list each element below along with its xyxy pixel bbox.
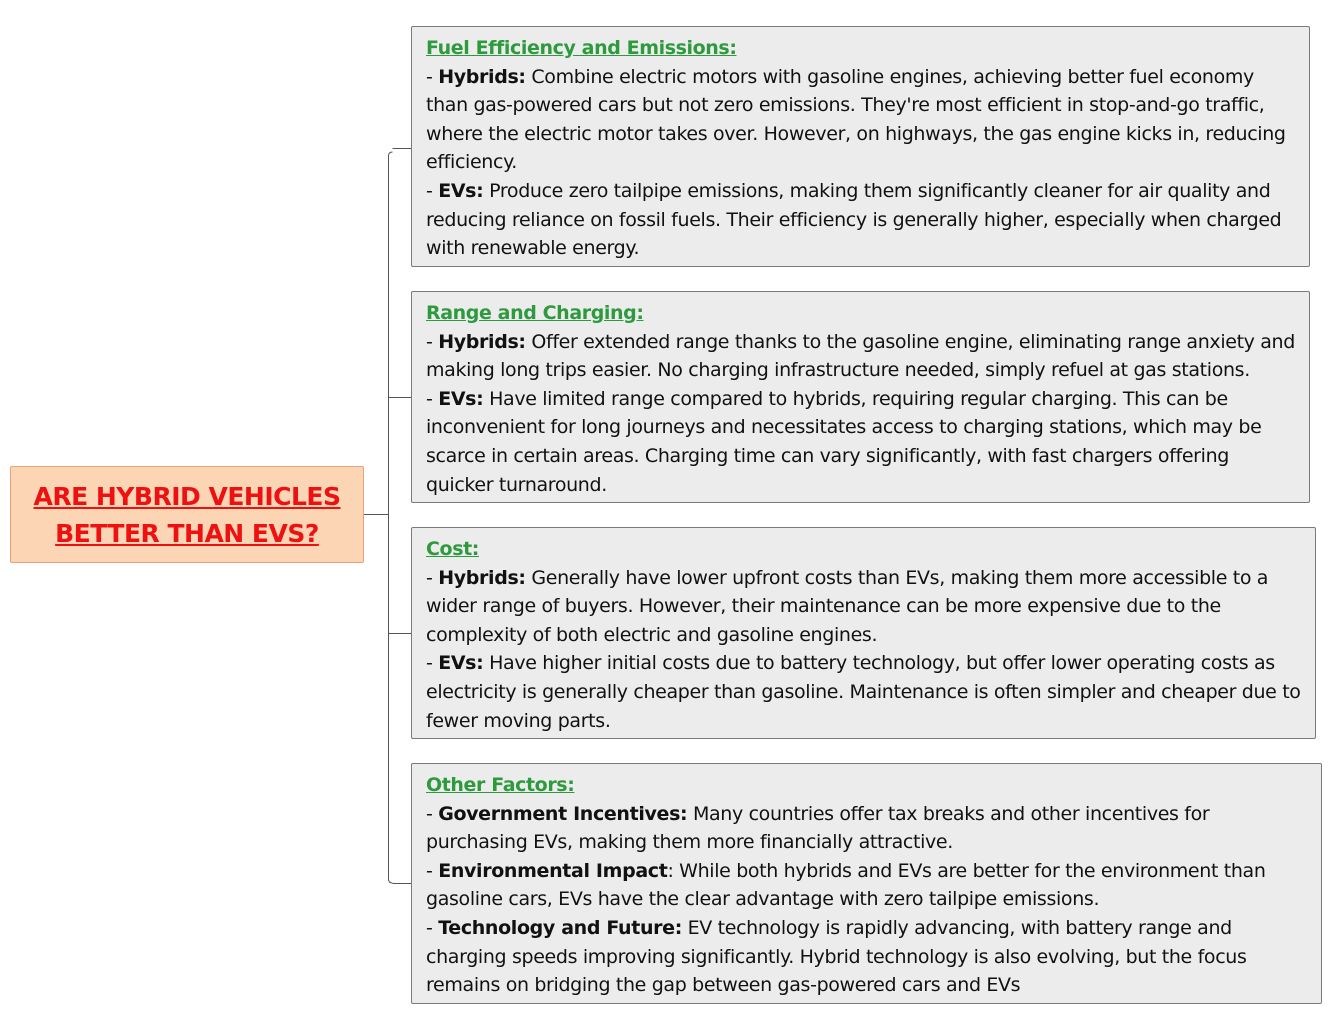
- topic-heading: Cost:: [426, 538, 479, 560]
- item-text: Generally have lower upfront costs than EVs, making them more accessible to a wider range of buyers. However, their maintenance can be more expensive due to the complexity of both electric and gasoline engines.: [426, 566, 1269, 646]
- item-label: EVs:: [438, 652, 484, 675]
- topic-item: - Hybrids: Generally have lower upfront costs than EVs, making them more accessible to a wider range of buyers. However, their maintenance can be more expensive due to the complexity of both electric and gasoline engines.: [426, 566, 1269, 646]
- item-text: Produce zero tailpipe emissions, making them significantly cleaner for air quality and reducing reliance on fossil fuels. Their efficiency is generally higher, especially when charged with renewable energy.: [426, 179, 1282, 260]
- topic-fuel-efficiency[interactable]: [411, 26, 1310, 267]
- topic-other-factors[interactable]: [411, 763, 1322, 1004]
- item-label: Hybrids:: [438, 65, 526, 88]
- topic-item: - Hybrids: Offer extended range thanks to the gasoline engine, eliminating range anxiety and making long trips easier. No charging infrastructure needed, simply refuel at gas stations.: [426, 330, 1295, 382]
- item-text: Combine electric motors with gasoline engines, achieving better fuel economy than gas-powered cars but not zero emissions. They're most efficient in stop-and-go traffic, where the electric motor takes over. However, on highways, the gas engine kicks in, reducing efficiency.: [426, 65, 1286, 174]
- item-text: : While both hybrids and EVs are better for the environment than gasoline cars, EVs have the clear advantage with zero tailpipe emissions.: [426, 859, 1266, 911]
- item-label: Technology and Future:: [438, 916, 682, 939]
- topic-item: - EVs: Produce zero tailpipe emissions, making them significantly cleaner for air quality and reducing reliance on fossil fuels. Their efficiency is generally higher, especially when charged with renewable energy.: [426, 179, 1282, 260]
- topic-item: - Government Incentives: Many countries offer tax breaks and other incentives for purchasing EVs, making them more financially attractive.: [426, 802, 1210, 854]
- topic-item: - EVs: Have higher initial costs due to battery technology, but offer lower operating costs as electricity is generally cheaper than gasoline. Maintenance is often simpler and cheaper due to fewer moving parts.: [426, 652, 1301, 732]
- root-title: ARE HYBRID VEHICLES BETTER THAN EVS?: [33, 481, 341, 548]
- item-text: Have higher initial costs due to battery technology, but offer lower operating costs as electricity is generally cheaper than gasoline. Maintenance is often simpler and cheaper due to fewer moving parts.: [426, 652, 1301, 732]
- topic-item: - Hybrids: Combine electric motors with gasoline engines, achieving better fuel economy than gas-powered cars but not zero emissions. They're most efficient in stop-and-go traffic, where the electric motor takes over. However, on highways, the gas engine kicks in, reducing efficiency.: [426, 65, 1286, 174]
- topic-cost[interactable]: [411, 527, 1316, 739]
- item-text: Have limited range compared to hybrids, requiring regular charging. This can be inconvenient for long journeys and necessitates access to charging stations, which may be scarce in certain areas. Charging time can vary significantly, with fast chargers offering quicker turnaround.: [426, 387, 1262, 496]
- topic-range-charging[interactable]: [411, 291, 1310, 503]
- item-label: Hybrids:: [438, 566, 526, 589]
- topic-heading: Fuel Efficiency and Emissions:: [426, 37, 737, 59]
- item-label: Hybrids:: [438, 330, 526, 353]
- item-text: EV technology is rapidly advancing, with battery range and charging speeds improving significantly. Hybrid technology is also evolving, but the focus remains on bridging the gap between gas-powered cars and EVs: [426, 916, 1247, 997]
- item-label: EVs:: [438, 179, 484, 202]
- topic-heading: Other Factors:: [426, 774, 575, 796]
- topic-heading: Range and Charging:: [426, 302, 644, 324]
- item-text: Many countries offer tax breaks and other incentives for purchasing EVs, making them more financially attractive.: [426, 802, 1210, 854]
- topic-item: - Technology and Future: EV technology is rapidly advancing, with battery range and charging speeds improving significantly. Hybrid technology is also evolving, but the focus remains on bridging the gap between gas-powered cars and EVs: [426, 916, 1247, 997]
- item-text: Offer extended range thanks to the gasoline engine, eliminating range anxiety and making long trips easier. No charging infrastructure needed, simply refuel at gas stations.: [426, 330, 1295, 382]
- root-topic[interactable]: [10, 466, 364, 563]
- item-label: EVs:: [438, 387, 484, 410]
- topic-item: - Environmental Impact: While both hybrids and EVs are better for the environment than gasoline cars, EVs have the clear advantage with zero tailpipe emissions.: [426, 859, 1266, 911]
- item-label: Government Incentives:: [438, 802, 688, 825]
- item-label: Environmental Impact: [438, 859, 668, 882]
- topic-item: - EVs: Have limited range compared to hybrids, requiring regular charging. This can be inconvenient for long journeys and necessitates access to charging stations, which may be scarce in certain areas. Charging time can vary significantly, with fast chargers offering quicker turnaround.: [426, 387, 1262, 496]
- connector-trunk: [389, 152, 393, 883]
